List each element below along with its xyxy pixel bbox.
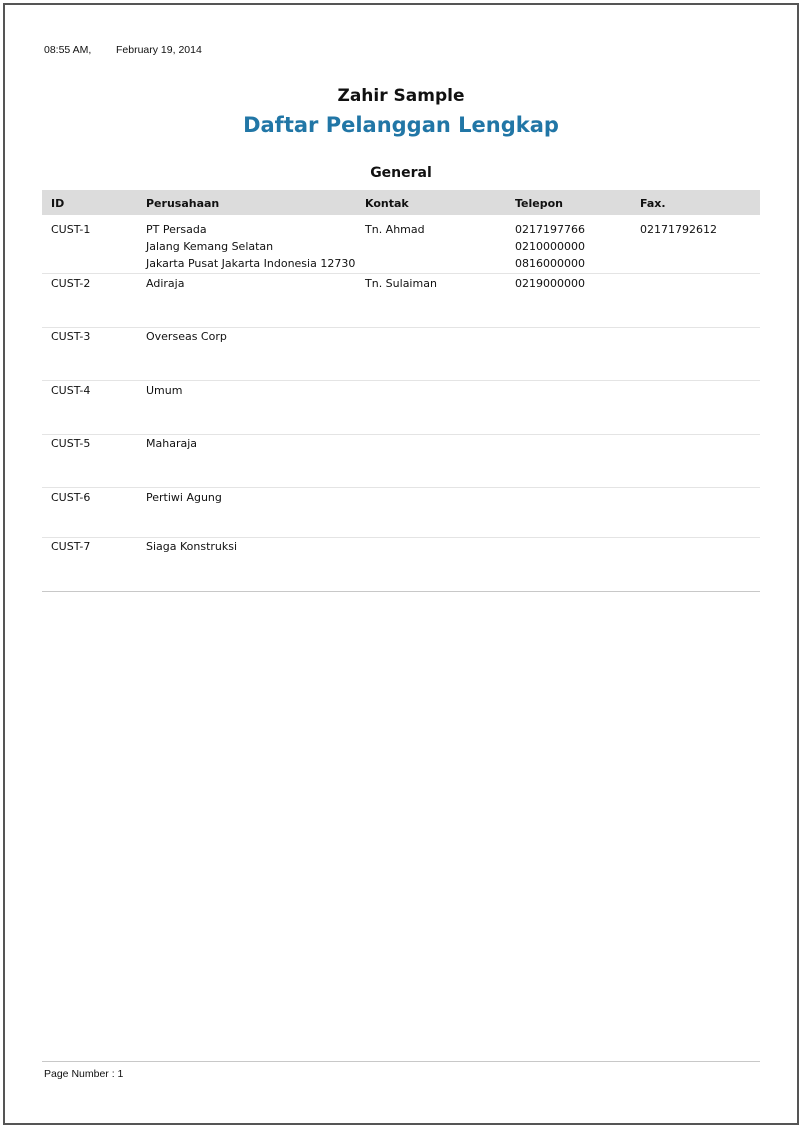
report-title: Daftar Pelanggan Lengkap [243, 113, 559, 137]
cell-telepon: 0210000000 [515, 240, 585, 253]
company-name: Zahir Sample [337, 86, 465, 106]
cell-id: CUST-5 [51, 437, 91, 450]
print-time: 08:55 AM, [44, 44, 92, 56]
column-header-id: ID [51, 197, 65, 210]
page-number: Page Number : 1 [44, 1068, 124, 1080]
column-header-kontak: Kontak [365, 197, 409, 210]
table-row [42, 221, 760, 274]
table-row [42, 435, 760, 488]
table-row [42, 328, 760, 381]
cell-kontak: Tn. Sulaiman [365, 277, 437, 290]
cell-fax: 02171792612 [640, 223, 717, 236]
table-row [42, 275, 760, 328]
cell-telepon: 0219000000 [515, 277, 585, 290]
cell-address-line: Jakarta Pusat Jakarta Indonesia 12730 [146, 257, 356, 270]
cell-id: CUST-2 [51, 277, 91, 290]
cell-address-line: Jalang Kemang Selatan [146, 240, 274, 253]
cell-perusahaan: Siaga Konstruksi [146, 540, 238, 553]
cell-id: CUST-1 [51, 223, 91, 236]
group-heading: General [370, 165, 432, 181]
cell-perusahaan: Maharaja [146, 437, 198, 450]
cell-perusahaan: Umum [146, 384, 183, 397]
print-date: February 19, 2014 [116, 44, 202, 56]
table-end-divider [42, 591, 760, 592]
table-row [42, 489, 760, 538]
column-header-telepon: Telepon [515, 197, 563, 210]
footer-divider [42, 1061, 760, 1062]
cell-perusahaan: Pertiwi Agung [146, 491, 222, 504]
column-header-fax: Fax. [640, 197, 666, 210]
cell-telepon: 0816000000 [515, 257, 585, 270]
cell-id: CUST-6 [51, 491, 91, 504]
cell-telepon: 0217197766 [515, 223, 585, 236]
table-row [42, 538, 760, 590]
cell-id: CUST-3 [51, 330, 91, 343]
table-header [42, 190, 760, 215]
cell-kontak: Tn. Ahmad [365, 223, 425, 236]
cell-id: CUST-4 [51, 384, 91, 397]
table-row [42, 382, 760, 435]
cell-perusahaan: PT Persada [146, 223, 207, 236]
cell-perusahaan: Adiraja [146, 277, 185, 290]
column-header-perusahaan: Perusahaan [146, 197, 220, 210]
cell-perusahaan: Overseas Corp [146, 330, 227, 343]
cell-id: CUST-7 [51, 540, 91, 553]
